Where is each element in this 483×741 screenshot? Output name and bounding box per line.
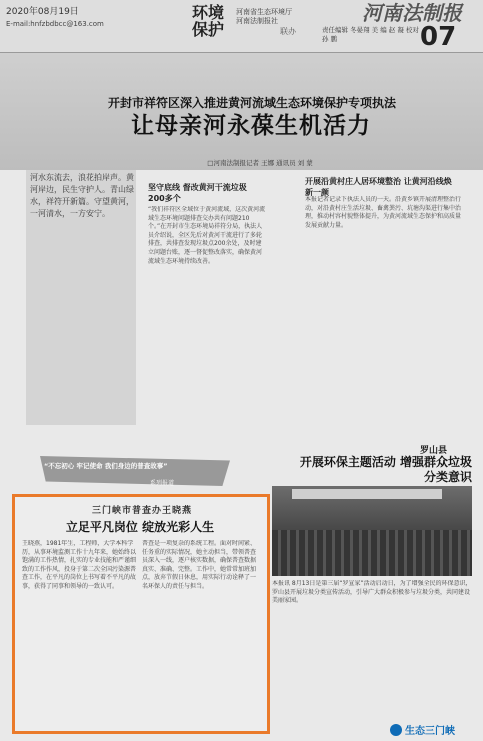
article-kicker: 三门峡市普查办王晓燕 [91,506,192,516]
mid-body-text: “我们祥符区全域位于黄河流域，这次黄河流域生态环境问题排查交办共有问题210个。”在开封市生态环境局祥符分局，执法人员介绍说，全区先后对黄河干流进行了多轮排查，共排查发现垃圾点200余处，及时建立问题台账，逐一督促整改落实，确保黄河流域生态环境持续改善。 [148,206,266,265]
hero-title: 让母亲河永葆生机活力 [131,112,371,139]
right-headline: 开展沿黄村庄人居环境整治 让黄河沿线焕新一颜 [305,177,452,197]
sponsor-text: 河南省生态环境厅 河南法制报社 [236,8,292,25]
right-mid-title: 开展环保主题活动 增强群众垃圾分类意识 [299,455,472,484]
page-header [0,0,483,53]
wechat-logo-icon [390,724,402,736]
contact-email: E-mail:hnfzbdbcc@163.com [6,20,104,28]
right-body [305,196,463,416]
ribbon-text: “不忘初心 牢记使命 我们身边的普查故事” [44,462,168,470]
article-col-2: 普查是一项复杂的系统工程。面对时间紧、任务重的实际情况，她主动担当，带领普查员深入一线，逐户核实数据，确保普查数据真实、准确、完整。工作中，她常常加班加点，放弃节假日休息，用实际行动诠释了一名环保人的责任与担当。 [142,540,256,590]
masthead-logo: 河南法制报 [362,1,462,25]
page-number: 07 [420,22,457,52]
watermark [390,722,455,737]
mid-body [148,206,266,466]
photo-crowd [272,530,472,576]
article-title: 立足平凡岗位 绽放光彩人生 [65,520,215,534]
sponsor-tag: 联办 [280,27,296,36]
right-mid-body-text: 本报讯 8月13日是第三届“罗宣家”活动启动日，为了增强全民的环保意识，罗山县开展垃圾分类宣传活动，引导广大群众积极参与垃圾分类，共同建设美丽家园。 [272,580,472,605]
watermark-text: 生态三门峡 [405,726,455,737]
hero-subtitle: 开封市祥符区深入推进黄河流域生态环境保护专项执法 [107,96,396,110]
photo-banner [292,489,442,499]
issue-date: 2020年08月19日 [6,7,79,17]
mid-headline: 坚守底线 督改黄河干流垃圾200多个 [148,183,247,203]
hero-byline: □河南法制报记者 王娜 通讯员 刘 蒙 [207,159,313,167]
series-ribbon [40,456,230,486]
county-label: 罗山县 [420,446,448,456]
article-body [22,540,256,724]
editor-credits: 责任编辑 冬晏翔 美 编 赵 凝 校对 孙 鹏 [322,26,419,43]
right-mid-body [272,580,472,730]
section-title: 环境保护 [192,3,225,39]
article-col-1: 王晓燕，1981年生，工程师，大学本科学历，从事环境监测工作十九年来，她始终以饱满的工作热情，扎实的专业技能和严谨细致的工作作风，投身于第二次全国污染源普查工作，在平凡的岗位上书写着不平凡的故事，获得了同事和领导的一致认可。 [22,540,137,590]
left-poem: 河水东流去，浪花拍岸声。黄河岸边，民生守护人。青山绿水，祥符开新篇。守望黄河，一河清水，一方安宁。 [30,173,134,218]
right-body-text: 本报记者记录下执法人员的一天。沿黄乡镇开展清理整治行动，对沿黄村庄生活垃圾、畜禽粪污、坑塘沟渠进行集中治理，推动村容村貌整体提升，为黄河流域生态保护和高质量发展贡献力量。 [305,196,462,229]
ribbon-tag: 系列报道 [150,480,175,487]
